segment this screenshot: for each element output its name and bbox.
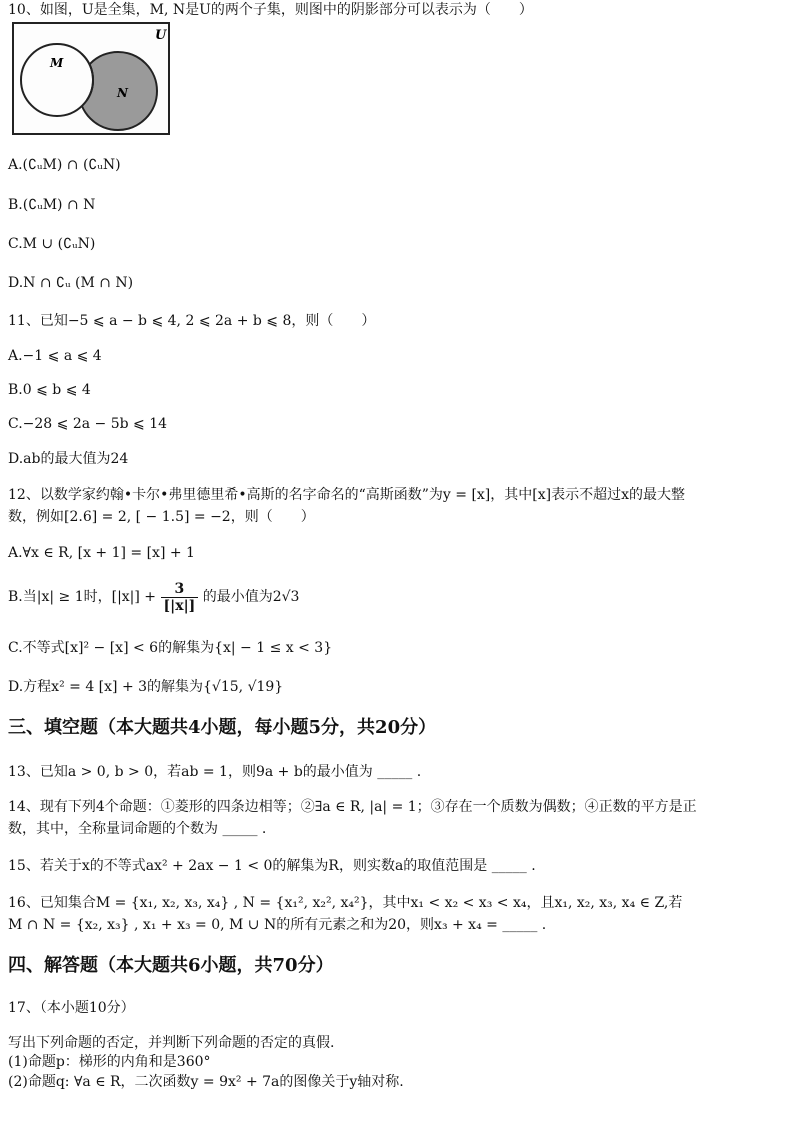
q11-option-d: D.ab的最大值为24 (8, 451, 129, 467)
q14-line1: 14、现有下列4个命题：①菱形的四条边相等；②∃a ∈ R, |a| = 1；③存在一个质数为偶数；④正数的平方是正 (8, 799, 697, 815)
q13-text: 13、已知a > 0, b > 0，若ab = 1，则9a + b的最小值为 _____ . (8, 764, 422, 780)
n-label: N (117, 86, 128, 100)
section-4-title: 四、解答题（本大题共6小题，共70分） (8, 955, 334, 976)
q12-option-b-prefix: B.当|x| ≥ 1时，[|x|] + (8, 589, 157, 605)
q17-item2: (2)命题q: ∀a ∈ R，二次函数y = 9x² + 7a的图像关于y轴对称. (8, 1074, 404, 1090)
q12-stem-line2: 数，例如[2.6] = 2, [ − 1.5] = −2，则（ ） (8, 509, 315, 525)
q10-option-a: A.(∁ᵤM) ∩ (∁ᵤN) (8, 157, 121, 173)
q10-option-d: D.N ∩ ∁ᵤ (M ∩ N) (8, 275, 134, 291)
q10-option-b: B.(∁ᵤM) ∩ N (8, 197, 96, 213)
q12-option-b (8, 579, 299, 615)
q15-text: 15、若关于x的不等式ax² + 2ax − 1 < 0的解集为R，则实数a的取值范围是 _____ . (8, 858, 536, 874)
q17-header: 17、（本小题10分） (8, 1000, 135, 1016)
q17-intro: 写出下列命题的否定，并判断下列命题的否定的真假. (8, 1035, 335, 1051)
q11-stem: 11、已知−5 ⩽ a − b ⩽ 4, 2 ⩽ 2a + b ⩽ 8，则（ ） (8, 313, 376, 329)
fraction-denominator: [|x|] (163, 597, 196, 614)
q14-line2: 数，其中，全称量词命题的个数为 _____ . (8, 821, 267, 837)
q16-line1: 16、已知集合M = {x₁, x₂, x₃, x₄} , N = {x₁², x₂², x₄²}，其中x₁ < x₂ < x₃ < x₄，且x₁, x₂, x₃, x₄ ∈ Z,若 (8, 895, 683, 911)
q12-option-b-suffix: 的最小值为2√3 (202, 589, 300, 605)
q11-option-c: C.−28 ⩽ 2a − 5b ⩽ 14 (8, 416, 168, 432)
q10-stem: 10、如图，U是全集，M, N是U的两个子集，则图中的阴影部分可以表示为（ ） (8, 2, 533, 18)
q11-option-b: B.0 ⩽ b ⩽ 4 (8, 382, 91, 398)
universe-label: U (155, 28, 167, 43)
section-3-title: 三、填空题（本大题共4小题，每小题5分，共20分） (8, 717, 437, 738)
q12-option-b-fraction (161, 581, 199, 614)
q10-option-c: C.M ∪ (∁ᵤN) (8, 236, 96, 252)
q12-option-c: C.不等式[x]² − [x] < 6的解集为{x| − 1 ≤ x < 3} (8, 640, 333, 656)
q16-line2: M ∩ N = {x₂, x₃} , x₁ + x₃ = 0, M ∪ N的所有元素之和为20，则x₃ + x₄ = _____ . (8, 917, 547, 933)
q11-option-a: A.−1 ⩽ a ⩽ 4 (8, 348, 102, 364)
m-label: M (50, 56, 64, 70)
venn-diagram (12, 22, 170, 135)
q17-item1: (1)命题p：梯形的内角和是360° (8, 1054, 211, 1070)
fraction-numerator: 3 (161, 581, 199, 598)
q12-option-a: A.∀x ∈ R, [x + 1] = [x] + 1 (8, 545, 195, 561)
q12-stem-line1: 12、以数学家约翰•卡尔•弗里德里希•高斯的名字命名的“高斯函数”为y = [x]，其中[x]表示不超过x的最大整 (8, 487, 685, 503)
q12-option-d: D.方程x² = 4 [x] + 3的解集为{√15, √19} (8, 679, 284, 695)
